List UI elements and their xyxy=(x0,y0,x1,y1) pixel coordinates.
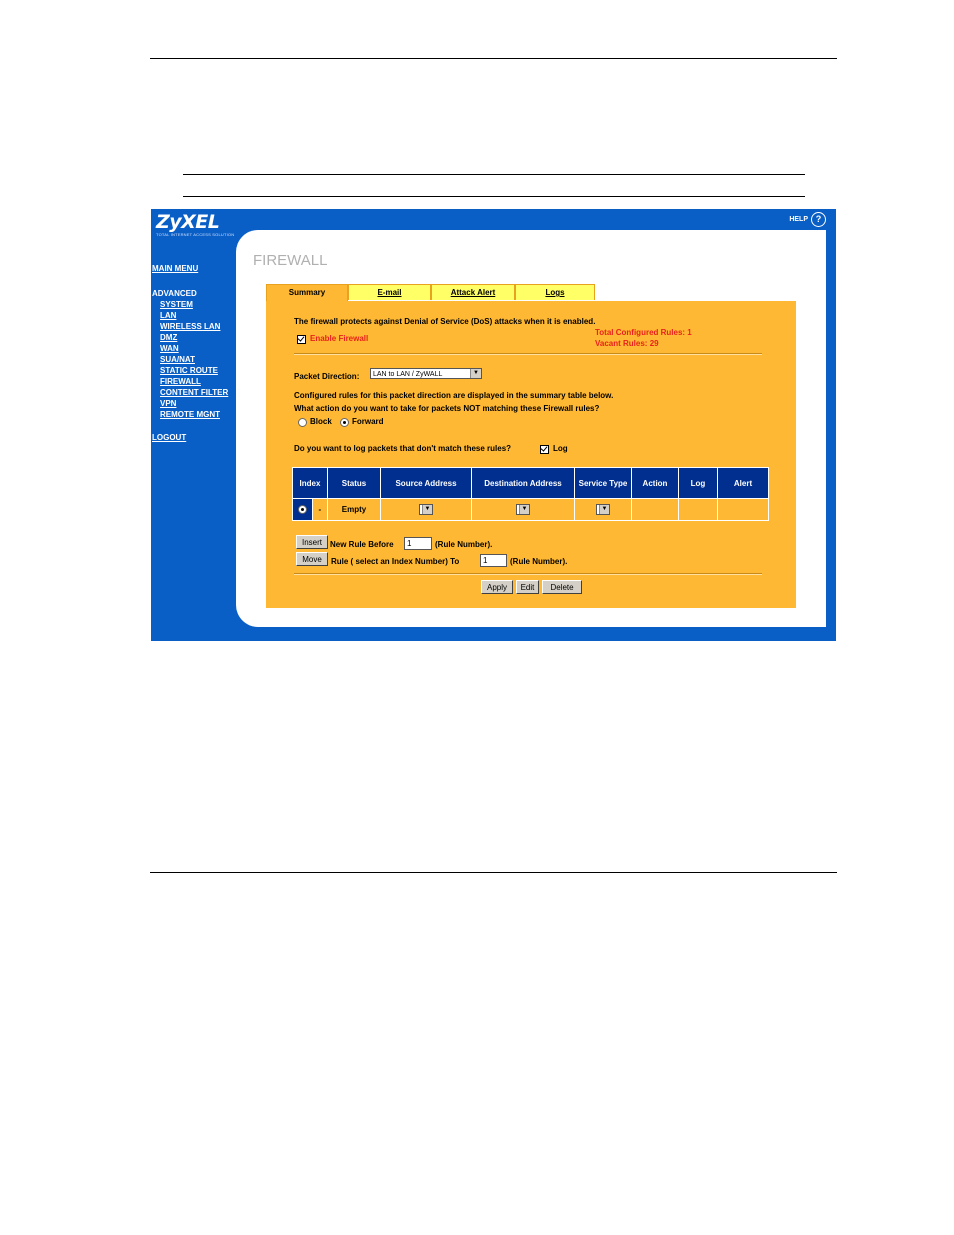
forward-radio[interactable] xyxy=(340,418,349,427)
status-cell: Empty xyxy=(328,499,381,521)
sidebar-item-remote-mgnt[interactable]: REMOTE MGNT xyxy=(160,410,220,419)
tab-email[interactable]: E-mail xyxy=(348,284,431,300)
zyxel-logo: ZyXEL xyxy=(156,211,220,233)
move-rule-number-hint: (Rule Number). xyxy=(510,557,568,566)
edit-button[interactable]: Edit xyxy=(516,580,539,594)
table-header-row xyxy=(293,468,769,499)
sidebar-item-content-filter[interactable]: CONTENT FILTER xyxy=(160,388,229,397)
log-label: Log xyxy=(553,444,568,453)
caption-bottom-rule xyxy=(183,196,805,197)
chevron-down-icon: ▼ xyxy=(470,369,481,378)
help-link[interactable] xyxy=(789,212,826,227)
header-log: Log xyxy=(679,468,718,499)
move-rule-label: Rule ( select an Index Number) To xyxy=(331,557,460,566)
table-row xyxy=(293,499,769,521)
source-address-select[interactable] xyxy=(419,504,433,515)
sidebar-advanced-heading: ADVANCED xyxy=(152,289,197,298)
apply-button[interactable]: Apply xyxy=(481,580,513,594)
page-title: FIREWALL xyxy=(253,252,328,269)
sidebar-item-lan[interactable]: LAN xyxy=(160,311,177,320)
header-source-address: Source Address xyxy=(381,468,472,499)
log-cell xyxy=(679,499,718,521)
sidebar-item-vpn[interactable]: VPN xyxy=(160,399,177,408)
header-index: Index xyxy=(293,468,328,499)
packet-direction-value: LAN to LAN / ZyWALL xyxy=(373,371,443,378)
sidebar-main-menu[interactable]: MAIN MENU xyxy=(152,264,199,273)
log-question: Do you want to log packets that don't match these rules? xyxy=(294,444,512,453)
chevron-down-icon: ▼ xyxy=(599,505,609,514)
page-top-rule xyxy=(150,58,837,59)
divider xyxy=(294,353,762,355)
insert-rule-number-hint: (Rule Number). xyxy=(435,540,493,549)
sidebar xyxy=(151,209,237,641)
header-status: Status xyxy=(328,468,381,499)
configured-text: Configured rules for this packet direction are displayed in the summary table below. xyxy=(294,391,614,400)
sidebar-item-firewall[interactable]: FIREWALL xyxy=(160,377,201,386)
index-dash: - xyxy=(312,499,327,521)
index-radio[interactable] xyxy=(298,505,307,514)
log-checkbox[interactable] xyxy=(540,445,549,454)
new-rule-before-label: New Rule Before xyxy=(330,540,394,549)
bottom-divider xyxy=(294,573,762,575)
alert-cell xyxy=(718,499,769,521)
vacant-rules-text: Vacant Rules: 29 xyxy=(595,339,659,348)
rules-table xyxy=(292,467,769,521)
service-type-select[interactable] xyxy=(596,504,610,515)
help-icon: ? xyxy=(811,212,826,227)
packet-direction-select[interactable] xyxy=(370,368,482,379)
sidebar-item-sua-nat[interactable]: SUA/NAT xyxy=(160,355,195,364)
enable-firewall-label: Enable Firewall xyxy=(310,334,369,343)
service-type-cell xyxy=(575,499,632,521)
sidebar-item-wireless-lan[interactable]: WIRELESS LAN xyxy=(160,322,221,331)
action-cell xyxy=(632,499,679,521)
firewall-screenshot xyxy=(151,209,836,641)
tab-bar xyxy=(266,284,595,301)
sidebar-logout[interactable]: LOGOUT xyxy=(152,433,187,442)
sidebar-item-dmz[interactable]: DMZ xyxy=(160,333,178,342)
move-rule-number-input[interactable]: 1 xyxy=(480,554,507,567)
enable-firewall-checkbox[interactable] xyxy=(297,335,306,344)
index-radio-cell xyxy=(293,499,313,521)
help-label: HELP xyxy=(789,216,808,223)
sidebar-item-static-route[interactable]: STATIC ROUTE xyxy=(160,366,218,375)
header-action: Action xyxy=(632,468,679,499)
packet-direction-label: Packet Direction: xyxy=(294,372,360,381)
header-service-type: Service Type xyxy=(575,468,632,499)
sidebar-item-system[interactable]: SYSTEM xyxy=(160,300,193,309)
content-area xyxy=(236,230,826,627)
forward-label: Forward xyxy=(352,417,384,426)
insert-button[interactable]: Insert xyxy=(296,535,328,549)
intro-text: The firewall protects against Denial of Service (DoS) attacks when it is enabled. xyxy=(294,317,596,326)
action-question: What action do you want to take for packets NOT matching these Firewall rules? xyxy=(294,404,600,413)
chevron-down-icon: ▼ xyxy=(519,505,529,514)
header-destination-address: Destination Address xyxy=(472,468,575,499)
caption-top-rule xyxy=(183,174,805,175)
header-alert: Alert xyxy=(718,468,769,499)
page-bottom-rule xyxy=(150,872,837,873)
summary-panel xyxy=(266,301,796,608)
delete-button[interactable]: Delete xyxy=(542,580,582,594)
block-label: Block xyxy=(310,417,332,426)
tab-summary[interactable]: Summary xyxy=(266,284,348,301)
destination-address-select[interactable] xyxy=(516,504,530,515)
insert-rule-number-input[interactable]: 1 xyxy=(404,537,432,550)
tab-logs[interactable]: Logs xyxy=(515,284,595,300)
tab-attack-alert[interactable]: Attack Alert xyxy=(431,284,515,300)
chevron-down-icon: ▼ xyxy=(422,505,432,514)
move-button[interactable]: Move xyxy=(296,552,328,566)
destination-address-cell xyxy=(472,499,575,521)
source-address-cell xyxy=(381,499,472,521)
sidebar-item-wan[interactable]: WAN xyxy=(160,344,179,353)
logo-tagline: TOTAL INTERNET ACCESS SOLUTION xyxy=(156,232,235,237)
block-radio[interactable] xyxy=(298,418,307,427)
total-rules-text: Total Configured Rules: 1 xyxy=(595,328,692,337)
